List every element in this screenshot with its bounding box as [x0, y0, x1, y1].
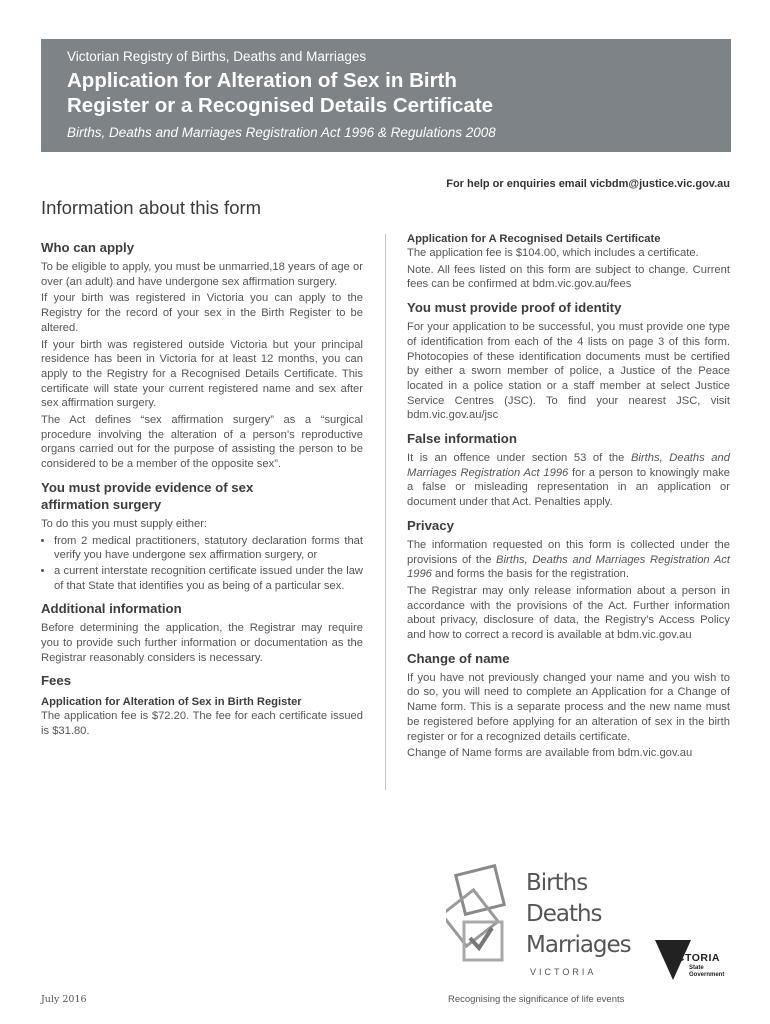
who-p1: To be eligible to apply, you must be unmarried,18 years of age or over (an adult) and have undergone sex affirmation surgery.: [41, 261, 363, 288]
footer-tagline: Recognising the significance of life events: [448, 994, 625, 1005]
victoria-logo-name: VICTORIA: [666, 952, 720, 964]
bdm-logo-victoria: VICTORIA: [530, 967, 597, 977]
column-divider: [385, 234, 386, 790]
form-title: [67, 68, 705, 118]
registry-name: Victorian Registry of Births, Deaths and Marriages: [67, 49, 367, 64]
victoria-state-government-logo: [653, 938, 733, 982]
left-column: [41, 232, 363, 741]
bdm-logo-deaths: Deaths: [526, 901, 602, 927]
change-name-p1: If you have not previously changed your name and you wish to do so, you will need to complete an Application for a Change of Name form. This is a separate process and the new name must be registered before applying for an alteration of sex in the birth register or for a recognized details certificate.: [407, 671, 730, 743]
victoria-logo-sub: [689, 965, 724, 979]
bdm-logo-words: [526, 868, 631, 961]
privacy-heading: Privacy: [407, 517, 454, 533]
form-title-line2: Register or a Recognised Details Certificate: [67, 94, 494, 117]
change-name-p2: Change of Name forms are available from bdm.vic.gov.au: [407, 747, 693, 760]
bdm-logo: [446, 858, 636, 982]
additional-info-p1: Before determining the application, the Registrar may require you to provide such further information or documentation as the Registrar reasonably considers is necessary.: [41, 622, 363, 664]
who-p3: If your birth was registered outside Victoria but your principal residence has been in Victoria for at least 12 months, you can apply to the Registry for a Recognised Details Certificate. This certificate will state your current registered name and sex after sex affirmation surgery.: [41, 338, 363, 410]
false-info-p1: [407, 451, 730, 510]
identity-p1: For your application to be successful, you must provide one type of identification from each of the 4 lists on page 3 of this form. Photocopies of these identification documents must be certified by either a sworn member of police, a Justice of the Peace located in a police station or a staff member at select Justice Service Centres (JSC). To find your nearest JSC, visit bdm.vic.gov.au/jsc: [407, 321, 730, 422]
recognised-p2: Note. All fees listed on this form are subject to change. Current fees can be confirmed at bdm.vic.gov.au/fees: [407, 263, 730, 291]
fees-p1: The application fee is $72.20. The fee for each certificate issued is $31.80.: [41, 710, 363, 738]
privacy-act: Births, Deaths and Marriages Registration Act 1996: [407, 553, 730, 581]
form-title-line1: Application for Alteration of Sex in Birth: [67, 69, 457, 92]
privacy-text-b: and forms the basis for the registration.: [431, 568, 630, 581]
change-name-heading: Change of name: [407, 650, 510, 666]
privacy-p2: The Registrar may only release information about a person in accordance with the provisions of the Act. Further information about privacy, disclosure of data, the Registry’s Access Policy and how to correct a record is available at bdm.vic.gov.au: [407, 584, 730, 642]
false-info-act: Births, Deaths and Marriages Registration Act 1996: [407, 452, 730, 479]
right-column: [407, 232, 730, 763]
list-item: • a current interstate recognition certificate issued under the law of that State that identifies you as being of a particular sex.: [54, 564, 363, 593]
recognised-subheading: Application for A Recognised Details Certificate: [407, 233, 661, 245]
false-info-heading: False information: [407, 431, 517, 447]
fees-subheading: Application for Alteration of Sex in Birth Register: [41, 696, 302, 709]
victoria-logo-government: Government: [689, 972, 725, 978]
bdm-logo-marriages: Marriages: [526, 932, 631, 958]
evidence-intro: To do this you must supply either:: [41, 517, 208, 530]
victoria-logo-state: State: [689, 965, 704, 971]
identity-heading: You must provide proof of identity: [407, 300, 622, 316]
help-email: For help or enquiries email vicbdm@justice.vic.gov.au: [446, 178, 730, 190]
bdm-logo-births: Births: [526, 870, 588, 896]
false-info-text-a: It is an offence under section 53 of the: [407, 452, 631, 465]
evidence-heading-line1: You must provide evidence of sex: [41, 479, 254, 495]
evidence-heading-line2: affirmation surgery: [41, 496, 162, 512]
privacy-text-a: The information requested on this form is collected under the provisions of the: [407, 538, 730, 566]
list-item: • from 2 medical practitioners, statutory declaration forms that verify you have undergone sex affirmation surgery, or: [54, 534, 363, 563]
privacy-p1: [407, 538, 730, 582]
recognised-p1: The application fee is $104.00, which includes a certificate.: [407, 247, 699, 259]
footer-date: July 2016: [41, 994, 87, 1005]
fees-heading: Fees: [41, 673, 72, 689]
who-p4: The Act defines “sex affirmation surgery” as a “surgical procedure involving the alteration of a person’s reproductive organs carried out for the purpose of assisting the person to be considered to be a member of the opposite sex”.: [41, 414, 363, 471]
who-p2: If your birth was registered in Victoria you can apply to the Registry for the record of your sex in the Birth Register to be altered.: [41, 292, 363, 334]
who-can-apply-heading: Who can apply: [41, 240, 135, 255]
bdm-logo-mark: [446, 858, 526, 982]
evidence-heading: [41, 479, 363, 513]
evidence-list: [41, 534, 363, 594]
info-title: Information about this form: [41, 197, 262, 218]
false-info-text-b: for a person to knowingly make a false or misleading representation in an application or document under that Act. Penalties apply.: [407, 466, 730, 509]
header-banner: [41, 39, 731, 152]
act-reference: Births, Deaths and Marriages Registration Act 1996 & Regulations 2008: [67, 125, 496, 140]
additional-info-heading: Additional information: [41, 601, 182, 617]
